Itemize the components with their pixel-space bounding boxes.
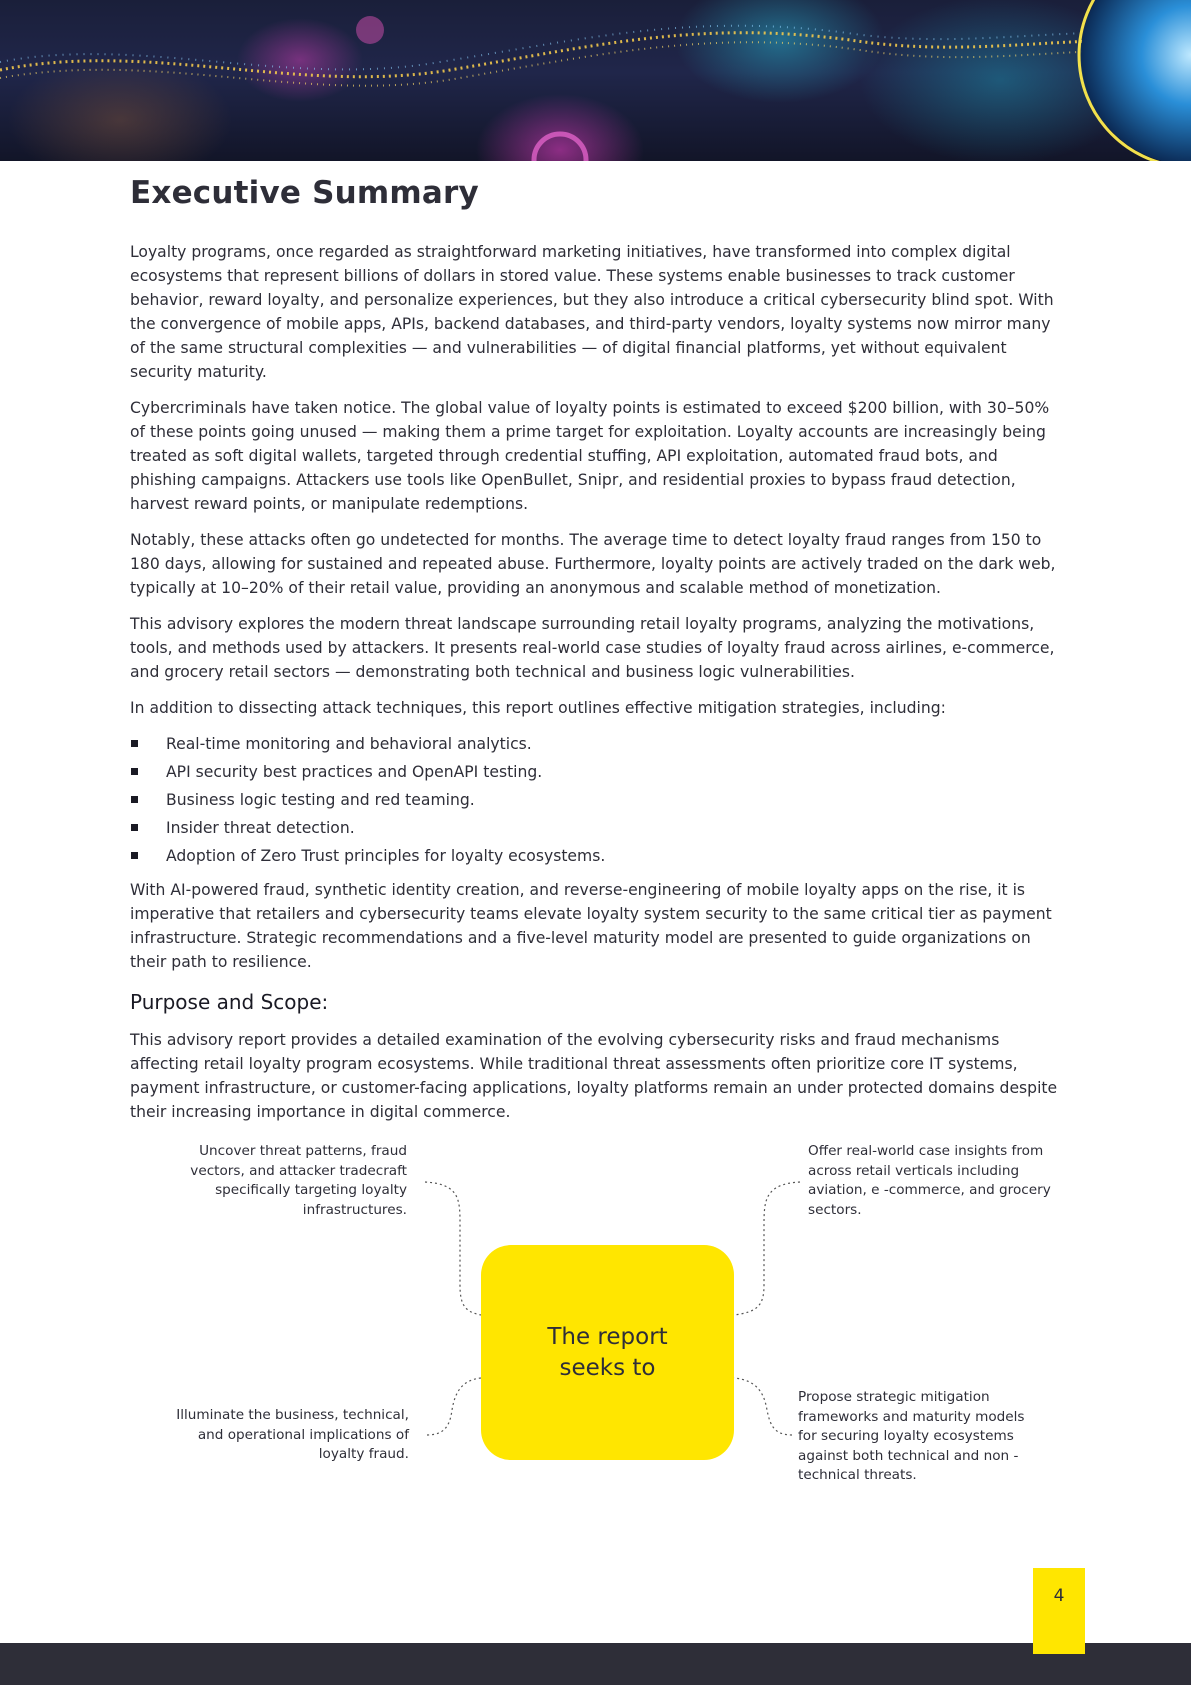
- purpose-heading: Purpose and Scope:: [130, 990, 329, 1014]
- purpose-paragraph: This advisory report provides a detailed examination of the evolving cybersecurity risks and fraud mechanisms affecting retail loyalty program ecosystems. While traditional threat assessments often prioritize core IT systems, payment infrastructure, or customer-facing applications, loyalty platforms remain an under protected domains despite their increasing importance in digital commerce.: [130, 1031, 1058, 1121]
- connector-bottom-right: [734, 1378, 792, 1435]
- summary-paragraph-2: Cybercriminals have taken notice. The global value of loyalty points is estimated to exceed $200 billion, with 30–50% of these points going unused — making them a prime target for exploitation. Loyalty accounts are increasingly being treated as soft digital wallets, targeted through credential stuffing, API exploitation, automated fraud bots, and phishing campaigns. Attackers use tools like OpenBullet, Snipr, and residential proxies to bypass fraud detection, harvest reward points, or manipulate redemptions.: [130, 399, 1050, 513]
- main-content: [130, 171, 1066, 1136]
- bullet-square-icon: [131, 768, 138, 775]
- callout-top-right: Offer real-world case insights from across retail verticals including aviation, e -commerce, and grocery sectors.: [808, 1143, 1051, 1218]
- diagram-center-label: The report seeks to: [547, 1323, 668, 1381]
- page-title: Executive Summary: [130, 175, 479, 211]
- list-item-text: Adoption of Zero Trust principles for loyalty ecosystems.: [166, 847, 606, 865]
- connector-top-right: [734, 1182, 800, 1315]
- header-banner-image: [0, 0, 1191, 161]
- bullet-square-icon: [131, 824, 138, 831]
- page-number: 4: [1033, 1568, 1085, 1654]
- list-item-text: Business logic testing and red teaming.: [166, 791, 475, 809]
- connector-bottom-left: [427, 1378, 481, 1435]
- list-item: [130, 788, 1066, 812]
- list-item-text: API security best practices and OpenAPI testing.: [166, 763, 543, 781]
- summary-paragraph-5: In addition to dissecting attack techniques, this report outlines effective mitigation strategies, including:: [130, 699, 946, 717]
- diagram-center-box: [481, 1245, 734, 1460]
- callout-bottom-right: Propose strategic mitigation frameworks and maturity models for securing loyalty ecosystems against both technical and non - technical threats.: [798, 1389, 1025, 1483]
- list-item-text: Insider threat detection.: [166, 819, 355, 837]
- callout-top-left: Uncover threat patterns, fraud vectors, and attacker tradecraft specifically targeting loyalty infrastructures.: [190, 1143, 407, 1218]
- list-item-text: Real-time monitoring and behavioral analytics.: [166, 735, 532, 753]
- bullet-square-icon: [131, 796, 138, 803]
- callout-bottom-left: Illuminate the business, technical, and operational implications of loyalty fraud.: [176, 1407, 409, 1462]
- summary-paragraph-1: Loyalty programs, once regarded as straightforward marketing initiatives, have transformed into complex digital ecosystems that represent billions of dollars in stored value. These systems enable businesses to track customer behavior, reward loyalty, and personalize experiences, but they also introduce a critical cybersecurity blind spot. With the convergence of mobile apps, APIs, backend databases, and third-party vendors, loyalty systems now mirror many of the same structural complexities — and vulnerabilities — of digital financial platforms, yet without equivalent security maturity.: [130, 243, 1054, 381]
- bullet-square-icon: [131, 852, 138, 859]
- summary-paragraph-4: This advisory explores the modern threat landscape surrounding retail loyalty programs, analyzing the motivations, tools, and methods used by attackers. It presents real-world case studies of loyalty fraud across airlines, e-commerce, and grocery retail sectors — demonstrating both technical and business logic vulnerabilities.: [130, 615, 1055, 681]
- bullet-square-icon: [131, 740, 138, 747]
- mitigation-list: [130, 732, 1066, 868]
- list-item: [130, 760, 1066, 784]
- banner-graphic: [0, 0, 1191, 161]
- list-item: [130, 816, 1066, 840]
- list-item: [130, 732, 1066, 756]
- footer-bar: [0, 1643, 1191, 1685]
- connector-top-left: [425, 1182, 481, 1315]
- list-item: [130, 844, 1066, 868]
- summary-paragraph-3: Notably, these attacks often go undetected for months. The average time to detect loyalty fraud ranges from 150 to 180 days, allowing for sustained and repeated abuse. Furthermore, loyalty points are actively traded on the dark web, typically at 10–20% of their retail value, providing an anonymous and scalable method of monetization.: [130, 531, 1056, 597]
- closing-paragraph: With AI-powered fraud, synthetic identity creation, and reverse-engineering of mobile loyalty apps on the rise, it is imperative that retailers and cybersecurity teams elevate loyalty system security to the same critical tier as payment infrastructure. Strategic recommendations and a five-level maturity model are presented to guide organizations on their path to resilience.: [130, 881, 1052, 971]
